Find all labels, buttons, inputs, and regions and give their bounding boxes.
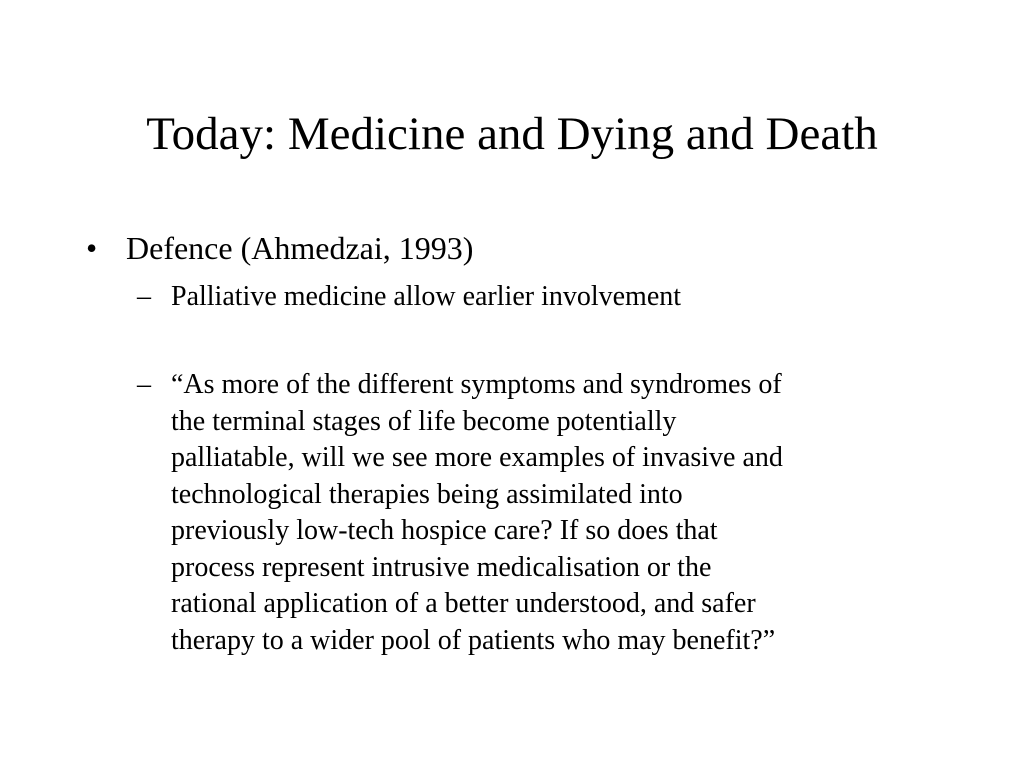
- quote-line: previously low-tech hospice care? If so does that: [171, 515, 718, 546]
- quote-line: technological therapies being assimilated into: [171, 478, 683, 510]
- quote-line: the terminal stages of life become potentially: [171, 405, 677, 437]
- sub-bullet-marker: –: [137, 369, 151, 400]
- quote-line: palliatable, will we see more examples of invasive and: [171, 442, 783, 473]
- quote-text: [171, 367, 931, 659]
- quote-line: “As more of the different symptoms and syndromes of: [171, 369, 782, 400]
- quote-line: rational application of a better understood, and safer: [171, 588, 756, 619]
- sub-bullet-text: Palliative medicine allow earlier involvement: [171, 281, 682, 312]
- bullet-text: Defence (Ahmedzai, 1993): [126, 230, 474, 266]
- quote-line: therapy to a wider pool of patients who may benefit?”: [171, 624, 776, 656]
- slide-title: Today: Medicine and Dying and Death: [146, 108, 878, 160]
- quote-line: process represent intrusive medicalisation or the: [171, 551, 712, 583]
- sub-bullet-marker: –: [137, 281, 151, 312]
- bullet-marker: •: [86, 230, 98, 266]
